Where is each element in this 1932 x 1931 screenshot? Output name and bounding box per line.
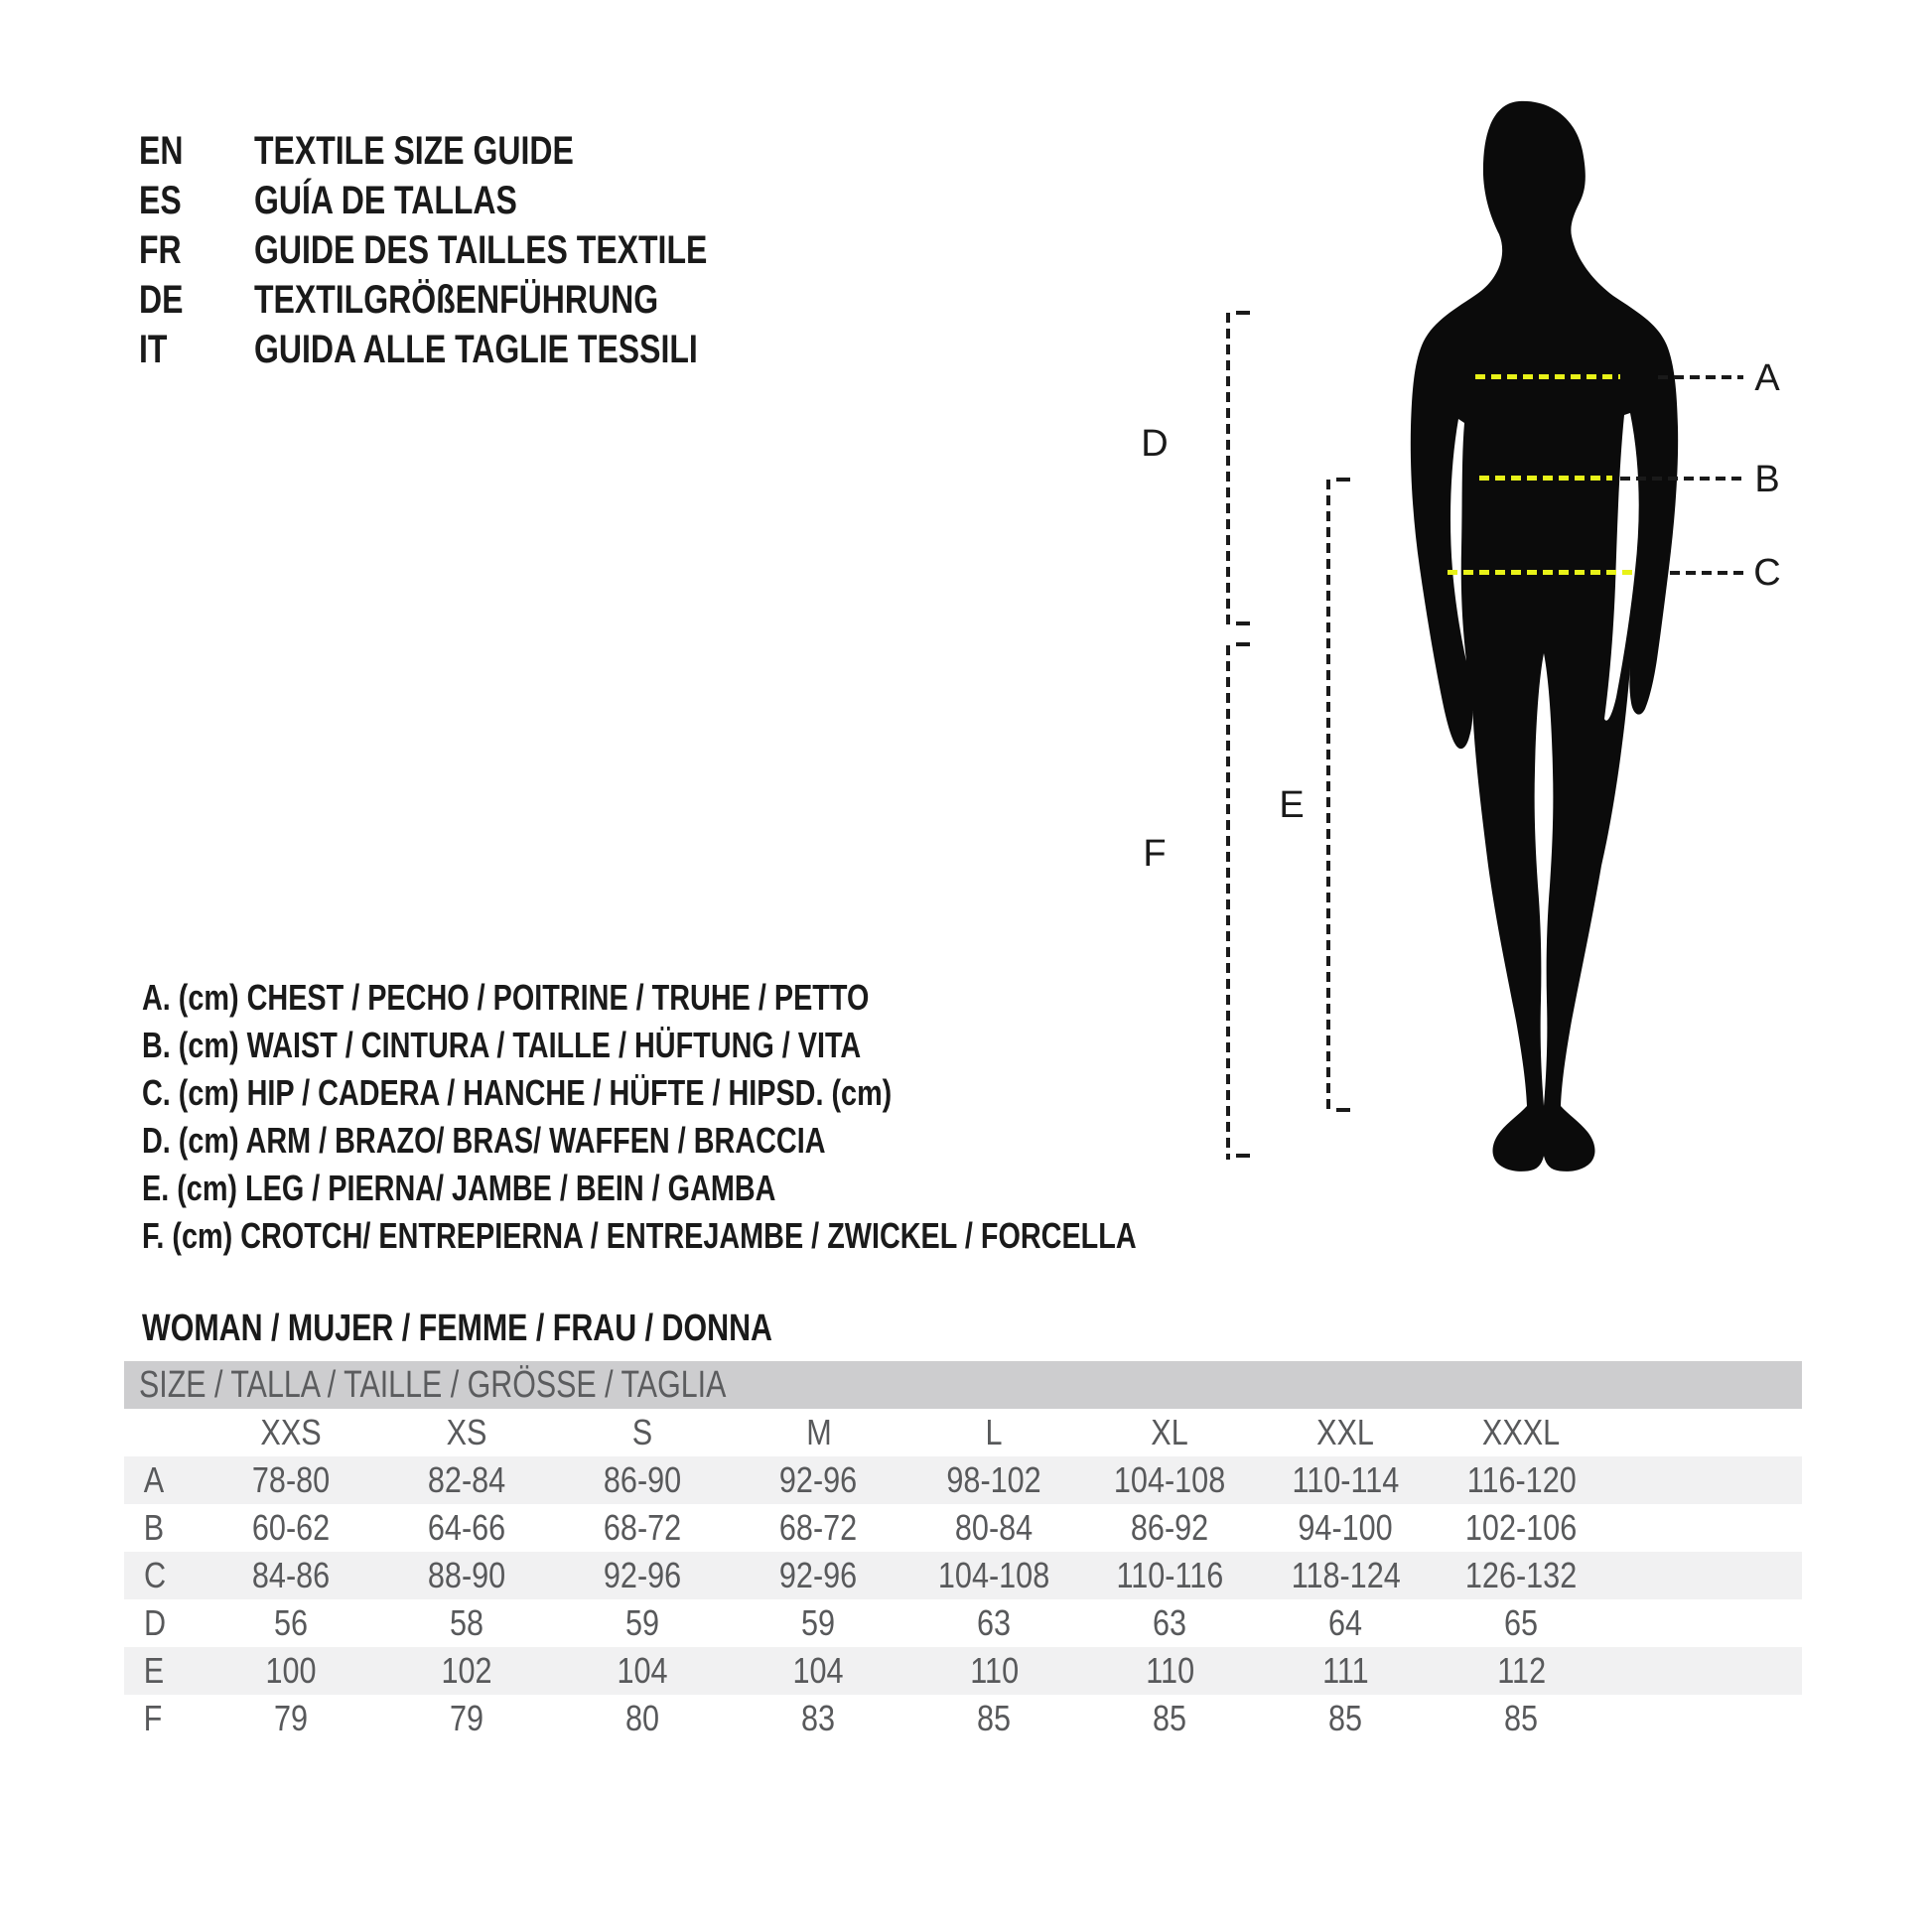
- crotch-line-top-tick: [1236, 642, 1250, 646]
- table-cell: 112: [1497, 1650, 1546, 1691]
- table-row-arm: [124, 1599, 1802, 1647]
- table-cell: 85: [1328, 1698, 1363, 1738]
- table-cell: 64-66: [428, 1507, 506, 1548]
- language-title: GUIDA ALLE TAGLIE TESSILI: [254, 327, 698, 371]
- table-cell: 85: [1504, 1698, 1539, 1738]
- table-cell: 59: [801, 1602, 836, 1643]
- table-cell: 100: [265, 1650, 318, 1691]
- table-cell: 59: [625, 1602, 660, 1643]
- table-cell: 85: [1153, 1698, 1187, 1738]
- legend-text-hip: C. (cm) HIP / CADERA / HANCHE / HÜFTE / HIPSD. (cm): [142, 1072, 893, 1113]
- language-row: [139, 325, 820, 374]
- table-cell: 104-108: [1114, 1459, 1226, 1500]
- table-cell: 102: [441, 1650, 493, 1691]
- table-row-hip: [124, 1552, 1802, 1599]
- table-cell: 92-96: [604, 1555, 682, 1595]
- legend-text-waist: B. (cm) WAIST / CINTURA / TAILLE / HÜFTUNG / VITA: [142, 1025, 862, 1065]
- size-column-s: S: [632, 1412, 653, 1452]
- row-label: F: [143, 1698, 163, 1738]
- size-table: [124, 1361, 1802, 1742]
- leg-line-label: E: [1279, 784, 1305, 826]
- table-cell: 110: [970, 1650, 1019, 1691]
- size-column-xs: XS: [447, 1412, 487, 1452]
- table-cell: 92-96: [779, 1555, 858, 1595]
- table-cell: 68-72: [779, 1507, 858, 1548]
- language-row: [139, 225, 820, 275]
- table-cell: 83: [801, 1698, 836, 1738]
- legend-row: [142, 1165, 1385, 1212]
- table-cell: 86-92: [1131, 1507, 1209, 1548]
- language-title: GUIDE DES TAILLES TEXTILE: [254, 227, 708, 272]
- waist-line-label: B: [1754, 459, 1780, 500]
- language-title-list: [139, 126, 820, 374]
- table-cell: 110-116: [1116, 1555, 1224, 1595]
- table-cell: 94-100: [1298, 1507, 1394, 1548]
- arm-line-top-tick: [1236, 311, 1250, 315]
- silhouette-body: [1411, 101, 1678, 1172]
- language-row: [139, 275, 820, 325]
- size-column-xxs: XXS: [260, 1412, 323, 1452]
- table-row-leg: [124, 1647, 1802, 1695]
- size-column-xxxl: XXXL: [1482, 1412, 1561, 1452]
- table-row-crotch: [124, 1695, 1802, 1742]
- leg-line-top-tick: [1336, 478, 1350, 482]
- table-cell: 56: [274, 1602, 309, 1643]
- table-cell: 68-72: [604, 1507, 682, 1548]
- legend-text-leg: E. (cm) LEG / PIERNA/ JAMBE / BEIN / GAMBA: [142, 1168, 776, 1208]
- row-label: C: [143, 1555, 167, 1595]
- table-cell: 118-124: [1291, 1555, 1401, 1595]
- table-cell: 116-120: [1466, 1459, 1577, 1500]
- legend-row: [142, 1022, 1385, 1069]
- size-table-header: [124, 1361, 1802, 1409]
- language-code: EN: [139, 128, 184, 173]
- language-code: IT: [139, 327, 168, 371]
- legend-text-chest: A. (cm) CHEST / PECHO / POITRINE / TRUHE / PETTO: [142, 977, 870, 1018]
- size-column-xxl: XXL: [1316, 1412, 1375, 1452]
- arm-measure-line: [1226, 313, 1230, 625]
- legend-row: [142, 1212, 1385, 1260]
- table-cell: 85: [977, 1698, 1012, 1738]
- table-row-waist: [124, 1504, 1802, 1552]
- size-column-xl: XL: [1151, 1412, 1189, 1452]
- row-label: D: [143, 1602, 167, 1643]
- crotch-line-label: F: [1143, 833, 1167, 875]
- table-row-chest: [124, 1456, 1802, 1504]
- table-cell: 104: [617, 1650, 669, 1691]
- language-row: [139, 176, 820, 225]
- table-cell: 110-114: [1292, 1459, 1400, 1500]
- table-cell: 63: [1153, 1602, 1187, 1643]
- legend-row: [142, 1069, 1385, 1117]
- size-columns-row: [124, 1409, 1802, 1456]
- table-cell: 64: [1328, 1602, 1363, 1643]
- language-title: TEXTILGRÖßENFÜHRUNG: [254, 277, 659, 322]
- table-cell: 58: [450, 1602, 484, 1643]
- chest-leader-dash: [1658, 375, 1743, 379]
- table-cell: 104-108: [938, 1555, 1050, 1595]
- language-row: [139, 126, 820, 176]
- legend-text-crotch: F. (cm) CROTCH/ ENTREPIERNA / ENTREJAMBE / ZWICKEL / FORCELLA: [142, 1215, 1137, 1256]
- chest-measure-dash: [1475, 374, 1620, 379]
- arm-line-bottom-tick: [1236, 621, 1250, 625]
- chest-line-label: A: [1754, 357, 1780, 399]
- table-cell: 80: [625, 1698, 660, 1738]
- table-cell: 88-90: [428, 1555, 506, 1595]
- language-title: TEXTILE SIZE GUIDE: [254, 128, 574, 173]
- table-cell: 92-96: [779, 1459, 858, 1500]
- waist-leader-dash: [1620, 477, 1743, 481]
- table-cell: 84-86: [252, 1555, 331, 1595]
- measurement-legend: [142, 974, 1385, 1260]
- waist-measure-dash: [1479, 476, 1612, 481]
- table-cell: 80-84: [955, 1507, 1034, 1548]
- table-cell: 78-80: [252, 1459, 331, 1500]
- size-table-header-label: SIZE / TALLA / TAILLE / GRÖSSE / TAGLIA: [139, 1363, 727, 1406]
- row-label: A: [143, 1459, 165, 1500]
- table-cell: 82-84: [428, 1459, 506, 1500]
- hip-measure-dash: [1448, 570, 1638, 575]
- size-column-m: M: [805, 1412, 832, 1452]
- table-cell: 79: [450, 1698, 484, 1738]
- table-cell: 98-102: [946, 1459, 1042, 1500]
- language-title: GUÍA DE TALLAS: [254, 178, 517, 222]
- table-cell: 104: [792, 1650, 845, 1691]
- hip-line-label: C: [1753, 552, 1781, 594]
- table-cell: 111: [1322, 1650, 1369, 1691]
- table-cell: 102-106: [1465, 1507, 1578, 1548]
- arm-line-label: D: [1141, 423, 1169, 465]
- legend-row: [142, 974, 1385, 1022]
- table-cell: 126-132: [1465, 1555, 1578, 1595]
- gender-heading: WOMAN / MUJER / FEMME / FRAU / DONNA: [142, 1308, 773, 1349]
- row-label: B: [143, 1507, 165, 1548]
- language-code: FR: [139, 227, 182, 272]
- language-code: DE: [139, 277, 184, 322]
- table-cell: 86-90: [604, 1459, 682, 1500]
- row-label: E: [143, 1650, 165, 1691]
- table-cell: 79: [274, 1698, 309, 1738]
- table-cell: 110: [1146, 1650, 1194, 1691]
- table-cell: 63: [977, 1602, 1012, 1643]
- legend-row: [142, 1117, 1385, 1165]
- table-cell: 65: [1504, 1602, 1539, 1643]
- size-column-l: L: [985, 1412, 1004, 1452]
- table-cell: 60-62: [252, 1507, 331, 1548]
- hip-leader-dash: [1670, 571, 1743, 575]
- language-code: ES: [139, 178, 182, 222]
- legend-text-arm: D. (cm) ARM / BRAZO/ BRAS/ WAFFEN / BRACCIA: [142, 1120, 826, 1161]
